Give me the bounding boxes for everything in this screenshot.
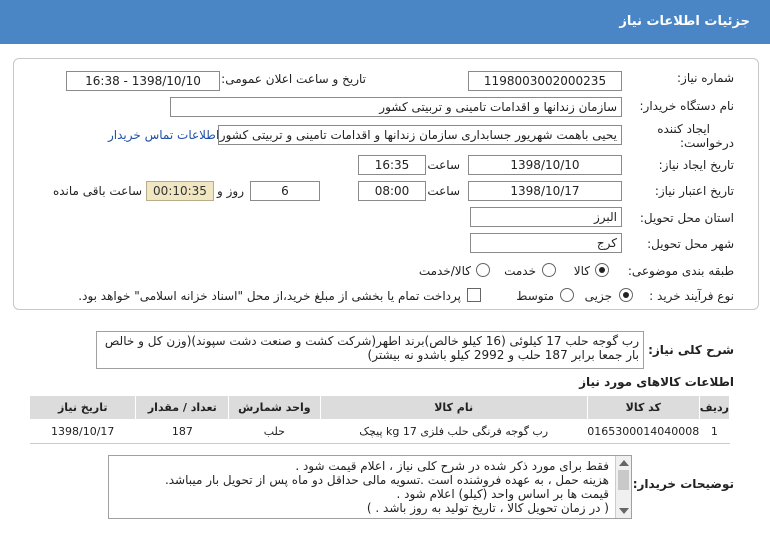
create-date-field: 1398/10/10 [468,155,622,175]
creator-field: یحیی باهمت شهریور جسابداری سازمان زندانها و اقدامات تامینی و تربیتی کشور [218,125,622,145]
notes-scrollbar[interactable] [615,456,631,518]
items-table-header [30,396,730,420]
creator-label-line1: ایجاد کننده [657,122,710,136]
purchase-medium-radio[interactable] [560,288,574,302]
col-code: کد کالا [587,396,699,420]
treasury-checkbox[interactable] [467,288,481,302]
notes-line: ( در زمان تحویل کالا ، تاریخ تولید به روز باشد . ) [366,501,609,515]
need-number-field: 1198003002000235 [468,71,622,91]
purchase-type-label: نوع فرآیند خرید : [649,289,734,303]
row-date: 1398/10/17 [30,420,136,444]
table-row [30,420,730,444]
notes-line: قیمت ها بر اساس واحد (کیلو) اعلام شود . [396,487,609,501]
buyer-org-field: سازمان زندانها و اقدامات تامینی و تربیتی کشور [170,97,622,117]
row-code: 0165300014040008 [587,420,699,444]
description-label: شرح کلی نیاز: [648,343,734,357]
remaining-time-field: 00:10:35 [146,181,214,201]
col-name: نام کالا [320,396,587,420]
row-qty: 187 [136,420,229,444]
validity-date-field: 1398/10/17 [468,181,622,201]
col-qty: تعداد / مقدار [136,396,229,420]
category-service-radio[interactable] [542,263,556,277]
province-label: استان محل تحویل: [639,211,734,225]
page-title: جزئیات اطلاعات نیاز [619,14,750,29]
buyer-notes-field[interactable] [108,455,632,519]
row-unit: حلب [229,420,320,444]
create-date-label: تاریخ ایجاد نیاز: [658,158,734,172]
category-goods-label: کالا [573,264,590,278]
row-name: رب گوجه فرنگی حلب فلزی 17 kg پیچک [320,420,587,444]
buyer-contact-link[interactable]: اطلاعات تماس خریدار [108,128,220,142]
row-index: 1 [699,420,729,444]
announce-datetime-label: تاریخ و ساعت اعلان عمومی: [221,72,366,86]
items-table [29,395,730,444]
notes-line: هزینه حمل ، به عهده فروشنده است .تسویه مالی حداقل دو ماه پس از تحویل بار میباشد. [164,473,609,487]
items-section-title: اطلاعات کالاهای مورد نیاز [579,375,734,389]
description-field: رب گوجه حلب 17 کیلوئی (16 کیلو خالص)برند اطهر(شرکت کشت و صنعت دشت سپوند)(وزن کل و خالص بار جمعا برابر 187 حلب و 2992 کیلو باشدو نه بیشتر) [96,331,644,369]
create-time-label: ساعت [427,158,460,172]
notes-line: فقط برای مورد ذکر شده در شرح کلی نیاز ، اعلام قیمت شود . [295,459,609,473]
validity-date-label: تاریخ اعتبار نیاز: [654,184,734,198]
category-goods-radio[interactable] [595,263,609,277]
category-label: طبقه بندی موضوعی: [627,264,734,278]
buyer-notes-label: توضیحات خریدار: [632,477,734,491]
purchase-medium-label: متوسط [516,289,554,303]
col-date: تاریخ نیاز [30,396,136,420]
col-index: ردیف [699,396,729,420]
scroll-thumb[interactable] [618,470,629,490]
page-header [0,0,770,44]
days-label: روز و [217,184,244,198]
category-goods-service-label: کالا/خدمت [418,264,471,278]
days-remaining-field: 6 [250,181,320,201]
create-time-field: 16:35 [358,155,426,175]
validity-time-label: ساعت [427,184,460,198]
announce-datetime-field: 1398/10/10 - 16:38 [66,71,220,91]
buyer-org-label: نام دستگاه خریدار: [639,99,734,113]
purchase-minor-radio[interactable] [619,288,633,302]
purchase-minor-label: جزیی [584,289,612,303]
need-number-label: شماره نیاز: [677,71,734,85]
scroll-up-icon[interactable] [619,460,629,466]
treasury-note: پرداخت تمام یا بخشی از مبلغ خرید،از محل "اسناد خزانه اسلامی" خواهد بود. [78,289,461,303]
validity-time-field: 08:00 [358,181,426,201]
creator-label-line2: درخواست: [680,136,734,150]
category-goods-service-radio[interactable] [476,263,490,277]
category-service-label: خدمت [504,264,536,278]
remaining-time-label: ساعت باقی مانده [52,184,142,198]
province-field: البرز [470,207,622,227]
scroll-down-icon[interactable] [619,508,629,514]
col-unit: واحد شمارش [229,396,320,420]
city-field: کرج [470,233,622,253]
city-label: شهر محل تحویل: [647,237,734,251]
